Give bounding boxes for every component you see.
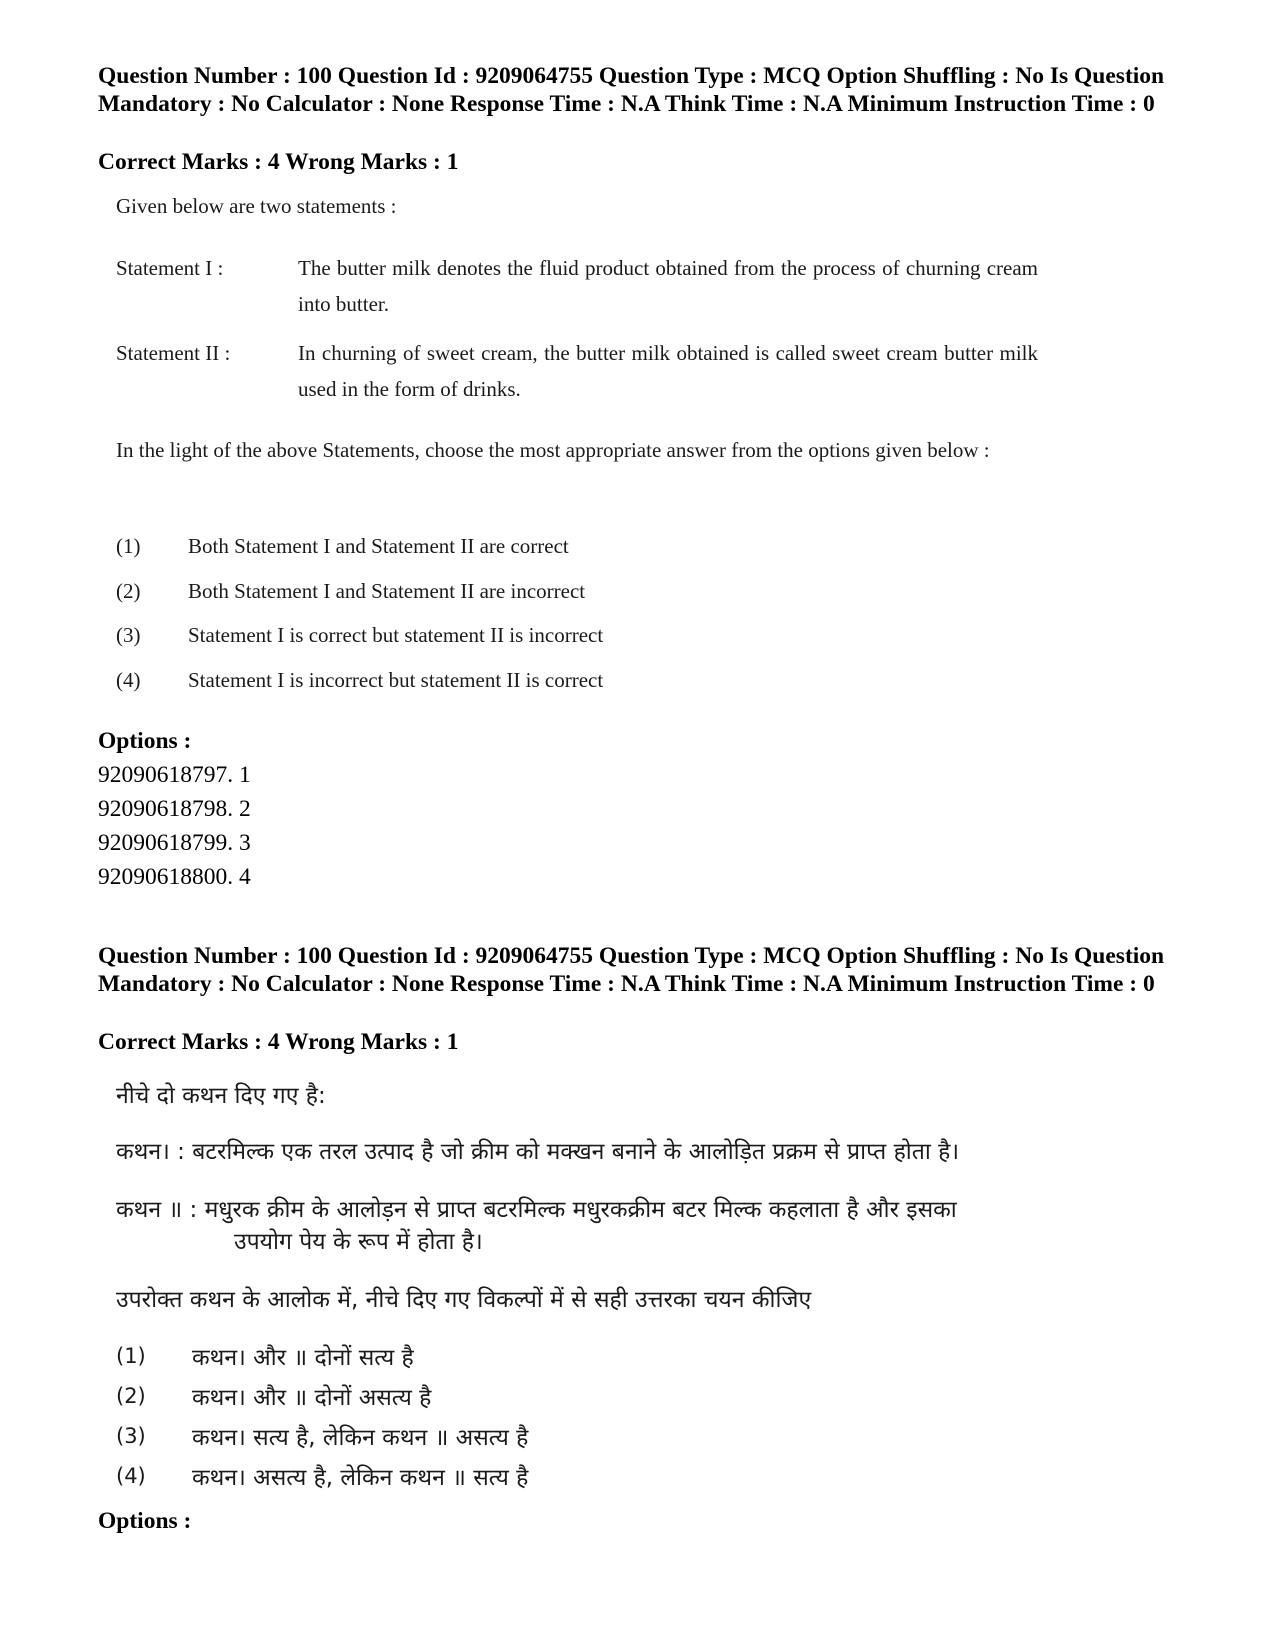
hindi-choice-1-text: कथन। और ॥ दोनों सत्य है [192, 1345, 414, 1371]
question-header-2: Question Number : 100 Question Id : 9209064755 Question Type : MCQ Option Shuffling : No Is Question Mandatory : No Calculator : None Response Time : N.A Think Time : N.A Minimum Instruction Time : 0 [98, 943, 1165, 997]
question-header-1: Question Number : 100 Question Id : 9209064755 Question Type : MCQ Option Shuffling : No Is Question Mandatory : No Calculator : None Response Time : N.A Think Time : N.A Minimum Instruction Time : 0 [98, 63, 1165, 117]
statement-1-text: The butter milk denotes the fluid product obtained from the process of churning cream into butter. [298, 256, 1038, 316]
statement-2-label: Statement II : [116, 341, 231, 365]
statement-2-text: In churning of sweet cream, the butter milk obtained is called sweet cream butter milk used in the form of drinks. [298, 341, 1038, 401]
question-intro: Given below are two statements : [116, 194, 397, 218]
hindi-statement-2-line-1: कथन ॥ : मधुरक क्रीम के आलोड़न से प्राप्त बटरमिल्क मधुरकक्रीम बटर मिल्क कहलाता है और इसका [116, 1197, 957, 1223]
hindi-choice-2-number: (2) [116, 1384, 146, 1408]
hindi-choice-4-number: (4) [116, 1464, 146, 1488]
choice-1-number: (1) [116, 534, 141, 558]
hindi-statement-1: कथन। : बटरमिल्क एक तरल उत्पाद है जो क्रीम को मक्खन बनाने के आलोड़ित प्रक्रम से प्राप्त होता है। [116, 1139, 960, 1165]
hindi-statement-2-line-2: उपयोग पेय के रूप में होता है। [234, 1229, 483, 1255]
question-marks-2: Correct Marks : 4 Wrong Marks : 1 [98, 1029, 459, 1055]
question-body-english [116, 192, 1076, 702]
option-id-2: 92090618798. 2 [98, 796, 251, 822]
hindi-choice-4-text: कथन। असत्य है, लेकिन कथन ॥ सत्य है [192, 1465, 529, 1491]
question-body-hindi [116, 1072, 1116, 1492]
choice-2-text: Both Statement I and Statement II are incorrect [188, 579, 586, 603]
question-instruction: In the light of the above Statements, choose the most appropriate answer from the options given below : [116, 438, 990, 462]
statement-1-label: Statement I : [116, 256, 224, 280]
option-id-1: 92090618797. 1 [98, 762, 251, 788]
option-id-3: 92090618799. 3 [98, 830, 251, 856]
options-label-1: Options : [98, 728, 192, 754]
choice-4-text: Statement I is incorrect but statement II is correct [188, 668, 604, 692]
choice-1-text: Both Statement I and Statement II are correct [188, 534, 569, 558]
hindi-intro: नीचे दो कथन दिए गए है: [116, 1083, 326, 1109]
option-id-4: 92090618800. 4 [98, 864, 251, 890]
options-label-2: Options : [98, 1508, 192, 1534]
choice-3-text: Statement I is correct but statement II is incorrect [188, 623, 604, 647]
hindi-choice-3-number: (3) [116, 1424, 146, 1448]
question-marks-1: Correct Marks : 4 Wrong Marks : 1 [98, 149, 459, 175]
hindi-choice-2-text: कथन। और ॥ दोनों असत्य है [192, 1385, 432, 1411]
choice-2-number: (2) [116, 579, 141, 603]
hindi-choice-1-number: (1) [116, 1344, 146, 1368]
choice-4-number: (4) [116, 668, 141, 692]
hindi-choice-3-text: कथन। सत्य है, लेकिन कथन ॥ असत्य है [192, 1425, 529, 1451]
hindi-instruction: उपरोक्त कथन के आलोक में, नीचे दिए गए विकल्पों में से सही उत्तरका चयन कीजिए [116, 1287, 812, 1313]
choice-3-number: (3) [116, 623, 141, 647]
